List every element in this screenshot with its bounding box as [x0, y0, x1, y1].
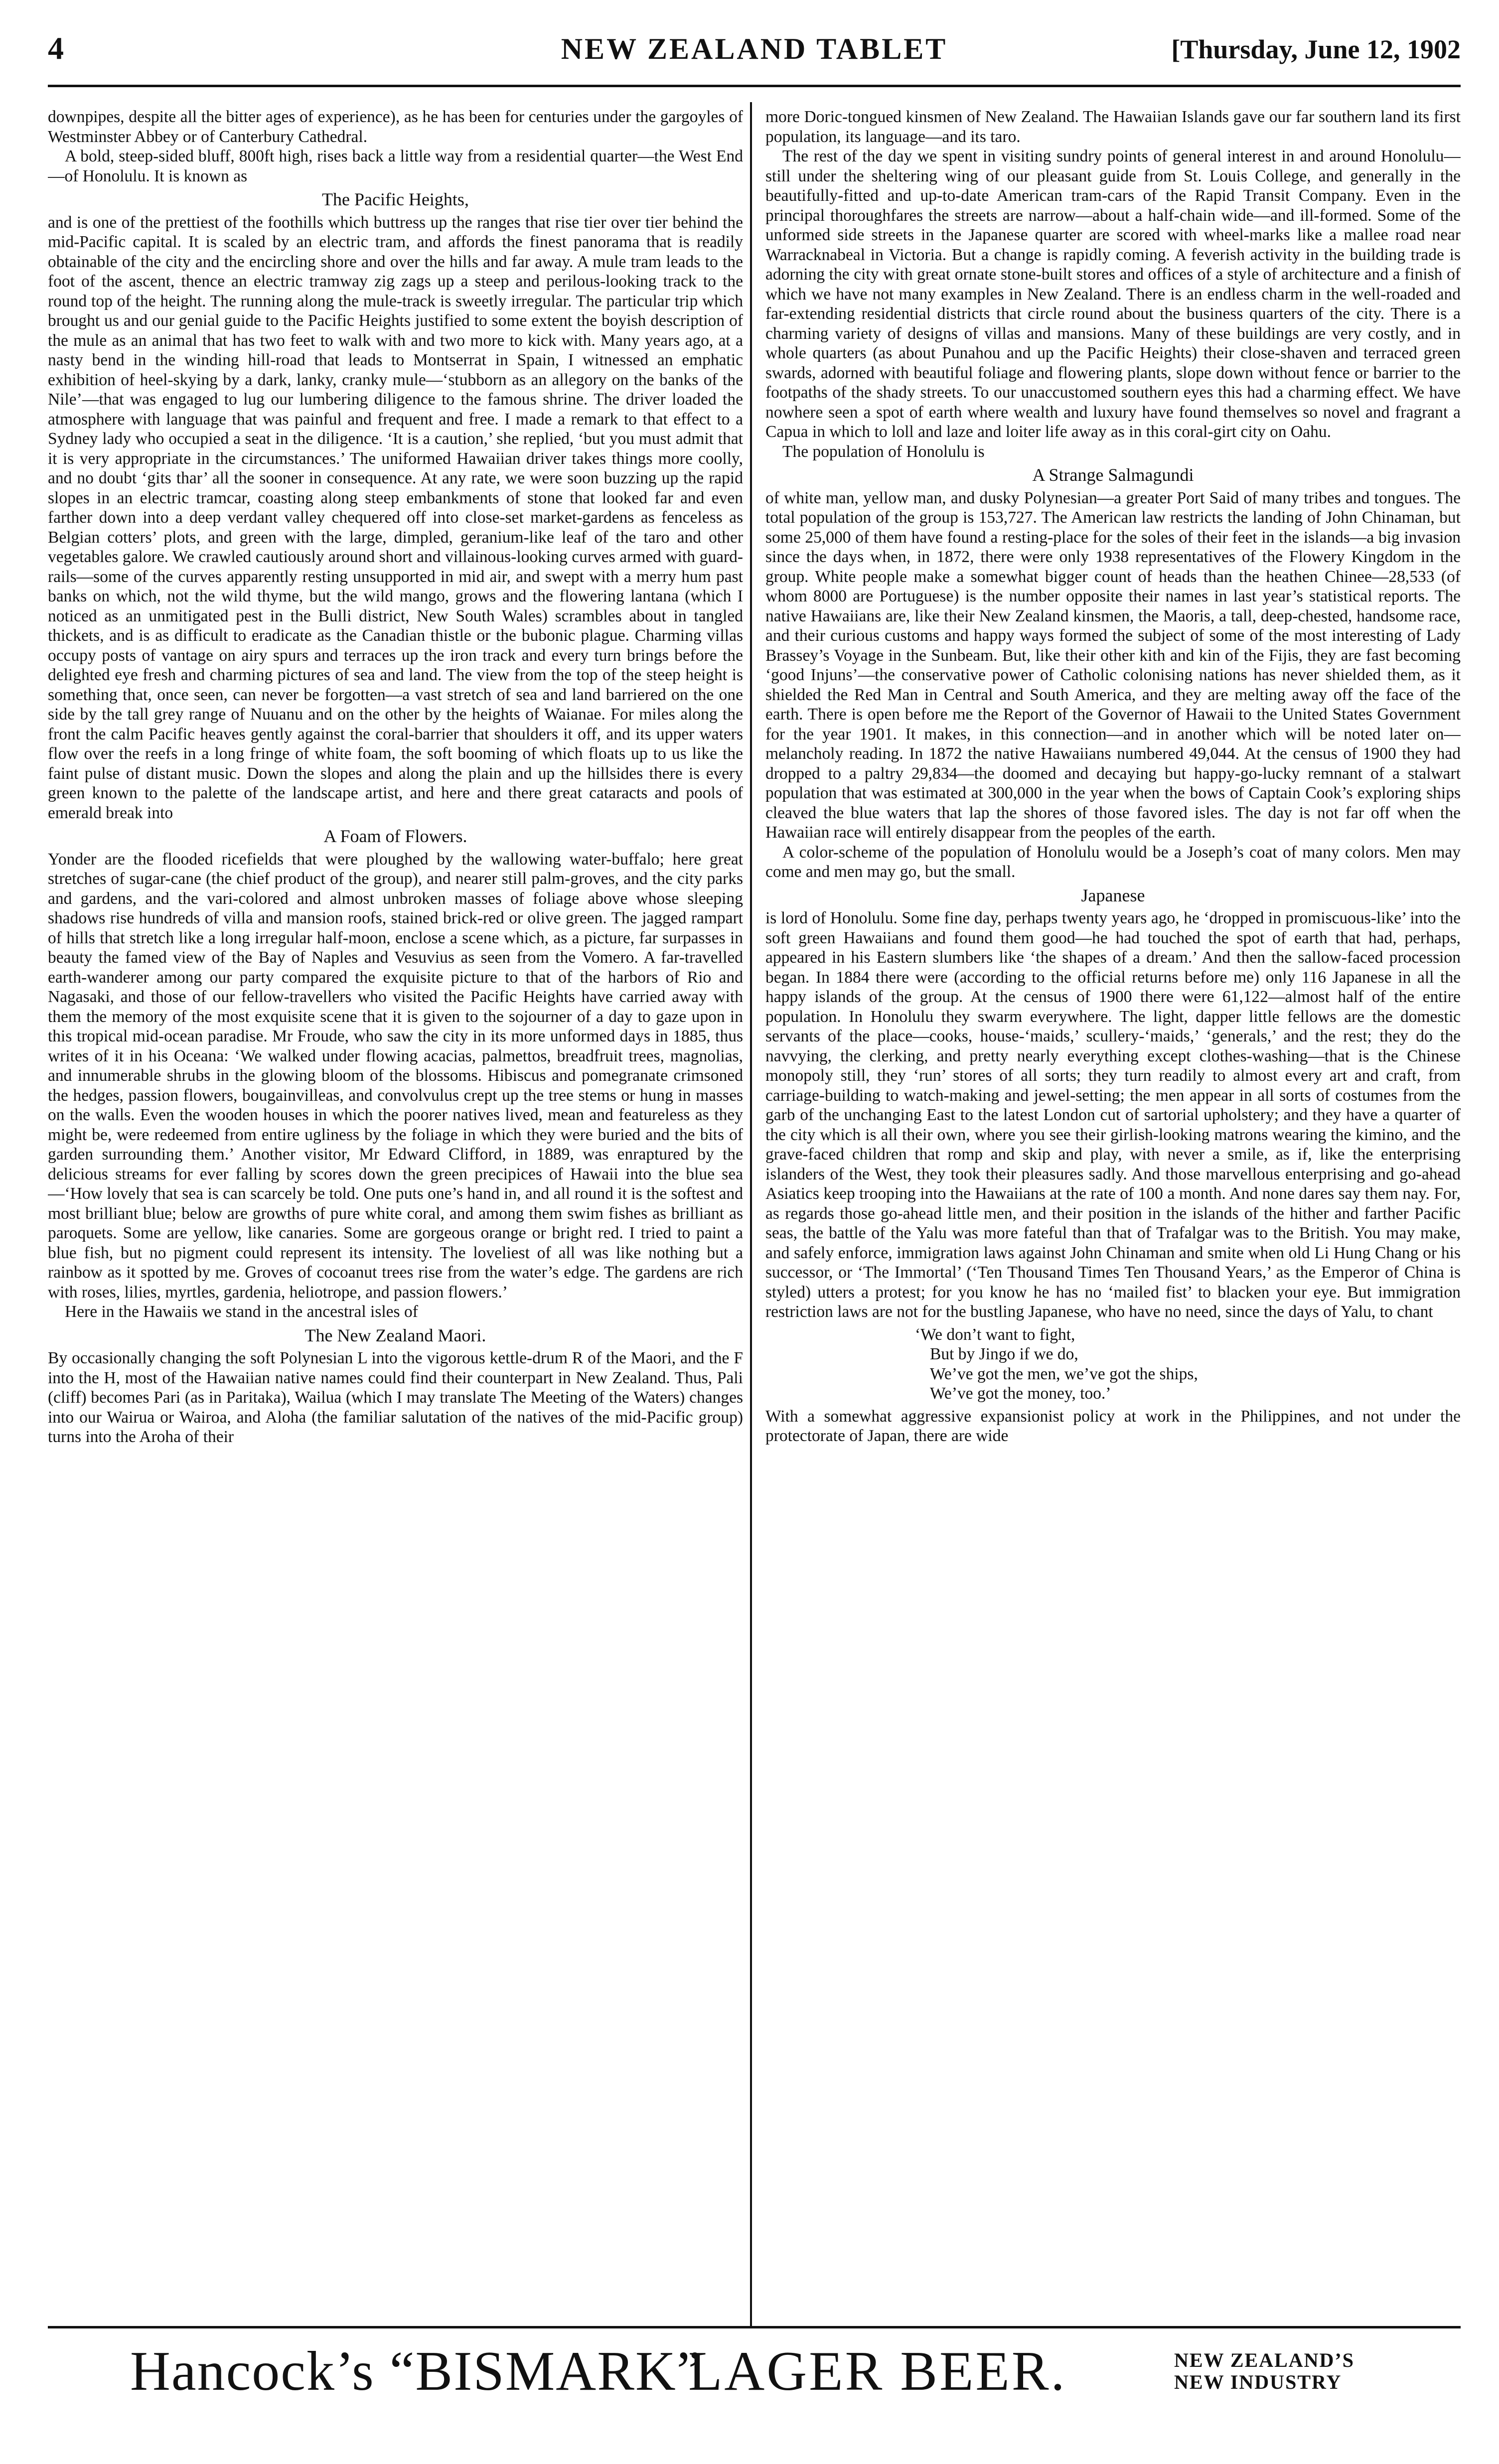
- paragraph: With a somewhat aggressive expansionist policy at work in the Philippines, and not under the protectorate of Japan, there are wide: [765, 1407, 1461, 1445]
- paragraph: The population of Honolulu is: [782, 442, 985, 461]
- ad-tagline: [1174, 2349, 1354, 2393]
- ad-tagline-line: NEW ZEALAND’S: [1174, 2349, 1354, 2371]
- verse-line: We’ve got the men, we’ve got the ships,: [930, 1364, 1198, 1383]
- column-divider: [750, 102, 752, 2327]
- footer-rule: [48, 2326, 1461, 2328]
- header-rule: [48, 85, 1461, 87]
- ad-product: LAGER BEER.: [688, 2340, 1067, 2402]
- page-number: 4: [48, 30, 64, 66]
- paragraph: Here in the Hawaiis we stand in the ancestral isles of: [65, 1303, 418, 1321]
- section-heading: The Pacific Heights,: [322, 189, 469, 209]
- paragraph: A color-scheme of the population of Honolulu would be a Joseph’s coat of many colors. Men may come and men may go, but the small.: [765, 843, 1461, 881]
- verse-line: But by Jingo if we do,: [930, 1345, 1078, 1363]
- paragraph: is lord of Honolulu. Some fine day, perhaps twenty years ago, he ‘dropped in promiscuous-like’ into the soft green Hawaiians and found them good—he had touched the spot of earth that had, perhaps, appeared in his Eastern slumbers like ‘the shapes of a dream.’ And then the sallow-faced procession began. In 1884 there were (according to the official returns before me) only 116 Japanese in all the happy islands of the group. At the census of 1900 there were 61,122—almost half of the entire population. In Honolulu they swarm everywhere. The light, dapper little fellows are the domestic servants of the place—cooks, house-‘maids,’ scullery-‘maids,’ ‘generals,’ and the rest; they do the navvying, the clerking, and pretty nearly everything except clothes-washing—that is the Chinese monopoly still, they ‘run’ stores of all sorts; they turn readily to almost every art and craft, from carriage-building to watch-making and jewel-setting; the men appear in all sorts of costumes from the garb of the unchanging East to the latest London cut of sartorial upholstery; and they have a quarter of the city which is all their own, where you see their girlish-looking matrons wearing the kimino, and the grave-faced children that romp and skip and play, with never a smile, as if, like the enterprising islanders of the West, they took their pleasures sadly. And those marvellous enterprising and go-ahead Asiatics keep trooping into the Hawaiians at the rate of 100 a month. And none dares say them nay. For, as regards those go-ahead little men, and their position in the islands of the hither and farther Pacific seas, the battle of the Yalu was more fateful than that of Trafalgar was to the British. You may make, and safely enforce, immigration laws against John Chinaman and smite when old Li Hung Chang or his successor, or ‘The Immortal’ (‘Ten Thousand Times Ten Thousand Years,’ as the Emperor of China is styled) utters a protest; for you know he has no ‘mailed fist’ to blacken your eye. But immigration restriction laws are not for the bustling Japanese, who have no need, since the days of Yalu, to chant: [765, 909, 1461, 1321]
- publication-title: NEW ZEALAND TABLET: [561, 32, 948, 65]
- verse-quote: [915, 1325, 1461, 1404]
- right-column: [765, 107, 1461, 2319]
- issue-date: [Thursday, June 12, 1902: [1171, 34, 1461, 64]
- left-column: [48, 107, 743, 2319]
- page-header: [48, 30, 1461, 80]
- section-heading: Japanese: [1081, 885, 1145, 905]
- section-heading: The New Zealand Maori.: [304, 1325, 486, 1345]
- paragraph: By occasionally changing the soft Polynesian L into the vigorous kettle-drum R of the Maori, and the F into the H, most of the Hawaiian native names could find their counterpart in New Zealand. Thus, Pali (cliff) becomes Pari (as in Paritaka), Wailua (which I may translate The Meeting of the Waters) changes into our Wairua or Wairoa, and Aloha (the familiar salutation of the natives of the mid-Pacific group) turns into the Aroha of their: [48, 1349, 743, 1446]
- paragraph: of white man, yellow man, and dusky Polynesian—a greater Port Said of many tribes and tongues. The total population of the group is 153,727. The American law restricts the landing of John Chinaman, but some 25,000 of them have found a resting-place for the soles of their feet in the islands—a big invasion since the days when, in 1872, there were only 1938 representatives of the Flowery Kingdom in the group. White people make a somewhat bigger count of heads than the heathen Chinee—28,533 (of whom 8000 are Portuguese) is the number opposite their names in last year’s statistical reports. The native Hawaiians are, like their New Zealand kinsmen, the Maoris, a tall, deep-chested, handsome race, and their curious customs and happy ways formed the subject of some of the most interesting of Lady Brassey’s Voyage in the Sunbeam. But, like their other kith and kin of the Fijis, they are fast becoming ‘good Injuns’—the conservative power of Catholic colonising nations has never shielded them, as it shielded the Red Man in Central and South America, and they are melting away off the face of the earth. There is open before me the Report of the Governor of Hawaii to the United States Government for the year 1901. It makes, in this connection—and in another which will be noted later on—melancholy reading. In 1872 the native Hawaiians numbered 49,044. At the census of 1900 they had dropped to a paltry 29,834—the doomed and decaying but happy-go-lucky remnant of a stalwart population that was estimated at 300,000 in the year when the bows of Captain Cook’s exploring ships cleaved the blue waters that lap the shores of those favored isles. The day is not far off when the Hawaiian race will entirely disappear from the peoples of the earth.: [765, 488, 1461, 842]
- advertisement-banner: [48, 2339, 1461, 2429]
- paragraph: Yonder are the flooded ricefields that were ploughed by the wallowing water-buffalo; here great stretches of sugar-cane (the chief product of the group), and nearer still palm-groves, and the city parks and gardens, and the vari-colored and almost unbroken masses of foliage above whose sleeping shadows rise hundreds of villa and mansion roofs, stained brick-red or olive green. The jagged rampart of hills that stretch like a long irregular half-moon, enclose a scene which, as a picture, far surpasses in beauty the famed view of the Bay of Naples and Vesuvius as seen from the Vomero. A far-travelled earth-wanderer among our party compared the exquisite picture to that of the harbors of Rio and Nagasaki, and those of our fellow-travellers who visited the Pacific Heights have carried away with them the memory of the most exquisite scene that it is given to the sojourner of a day to gaze upon in this tropical mid-ocean paradise. Mr Froude, who saw the city in its more unformed days in 1885, thus writes of it in his Oceana: ‘We walked under flowing acacias, palmettos, breadfruit trees, magnolias, and innumerable shrubs in the glowing bloom of the blossoms. Hibiscus and pomegranate crimsoned the hedges, passion flowers, bougainvilleas, and convolvulus crept up the tree stems or hung in masses on the walls. Even the wooden houses in which the poorer natives lived, mean and featureless as they might be, were redeemed from entire ugliness by the foliage in which they were buried and the bits of garden surrounding them.’ Another visitor, Mr Edward Clifford, in 1889, was enraptured by the delicious streams for ever falling by scores down the green precipices of Hawaii into the blue sea—‘How lovely that sea is can scarcely be told. One puts one’s hand in, and all round it is the softest and most brilliant blue; below are growths of pure white coral, and among them swim fishes as brilliant as paroquets. Some are yellow, like canaries. Some are gorgeous orange or bright red. I tried to paint a blue fish, but no pigment could represent its intensity. The loveliest of all was like nothing but a rainbow as it spotted by me. Groves of cocoanut trees rise from the water’s edge. The gardens are rich with roses, lilies, myrtles, gardenia, heliotrope, and passion flowers.’: [48, 850, 743, 1302]
- section-heading: A Foam of Flowers.: [323, 826, 467, 846]
- paragraph: more Doric-tongued kinsmen of New Zealand. The Hawaiian Islands gave our far southern land its first population, its language—and its taro.: [765, 108, 1461, 146]
- paragraph: The rest of the day we spent in visiting sundry points of general interest in and around Honolulu—still under the sheltering wing of our pleasant guide from St. Louis College, and generally in the beautifully-fitted and up-to-date American tram-cars of the Rapid Transit Company. Even in the principal thoroughfares the streets are narrow—about a half-chain wide—and ill-formed. Some of the unformed side streets in the Japanese quarter are scored with wheel-marks like a mallee road near Warracknabeal in Victoria. But a change is rapidly coming. A feverish activity in the building trade is adorning the city with great ornate stone-built stores and offices of a style of architecture and a finish of which we have not many examples in New Zealand. There is an endless charm in the well-roaded and far-extending residential districts that circle round about the business quarters of the city. There is a charming variety of designs of villas and mansions. Many of these buildings are very costly, and in whole quarters (as about Punahou and up the Pacific Heights) their close-shaven and terraced green swards, adorned with beautiful foliage and flowering plants, slope down without fence or barrier to the footpaths of the shady streets. To our unaccustomed southern eyes this had a charming effect. We have nowhere seen a spot of earth where wealth and luxury have found themselves so novel and fragrant a Capua in which to loll and laze and loiter life away as in this coral-girt city on Oahu.: [765, 147, 1461, 441]
- paragraph: downpipes, despite all the bitter ages of experience), as he has been for centuries under the gargoyles of Westminster Abbey or of Canterbury Cathedral.: [48, 108, 743, 146]
- paragraph: A bold, steep-sided bluff, 800ft high, rises back a little way from a residential quarter—the West End—of Honolulu. It is known as: [48, 147, 743, 185]
- ad-brand: Hancock’s “BISMARK”: [130, 2340, 703, 2402]
- paragraph: and is one of the prettiest of the foothills which buttress up the ranges that rise tier over tier behind the mid-Pacific capital. It is scaled by an electric tram, and affords the finest panorama that is readily obtainable of the city and the encircling shore and over the hills and far away. A mule tram leads to the foot of the ascent, thence an electric tramway zig zags up a steep and perilous-looking track to the round top of the height. The running along the mule-track is sweetly irregular. The particular trip which brought us and our genial guide to the Pacific Heights justified to some extent the boyish description of the mule as an animal that has two feet to walk with and two more to kick with. Many years ago, at a nasty bend in the winding hill-road that leads to Montserrat in Spain, I witnessed an emphatic exhibition of heel-skying by a dark, lanky, cranky mule—‘stubborn as an allegory on the banks of the Nile’—that was engaged to lug our lumbering diligence to the famous shrine. The driver loaded the atmosphere with language that was painful and frequent and free. I made a remark to that effect to a Sydney lady who occupied a seat in the diligence. ‘It is a caution,’ she replied, ‘but you must admit that it is very appropriate in the circumstances.’ The uniformed Hawaiian driver takes things more coolly, and no doubt ‘gits thar’ all the sooner in consequence. At any rate, we were soon buzzing up the rapid slopes in an electric tramcar, coasting along steep embankments of stone that looked far and even farther down into a deep verdant valley chequered off into close-set market-gardens as fenceless as Belgian cotters’ plots, and green with the large, dimpled, geranium-like leaf of the taro and other vegetables galore. We crawled cautiously around short and villainous-looking curves armed with guard-rails—some of the curves apparently resting unsupported in mid air, and swept with a merry hum past banks on which, not the wild thyme, but the wild mango, grows and the flowering lantana (which I noticed as an unmitigated pest in the Bulli district, New South Wales) scrambles about in tangled thickets, and is as difficult to eradicate as the Canadian thistle or the bubonic plague. Charming villas occupy posts of vantage on airy spurs and terraces up the iron track and every turn brings before the delighted eye fresh and charming pictures of sea and land. The view from the top of the steep height is something that, once seen, can never be forgotten—a vast stretch of sea and land barriered on the one side by the tall grey range of Nuuanu and on the other by the heights of Waianae. For miles along the front the calm Pacific heaves gently against the coral-barrier that shoulders it off, and its upper waters flow over the reefs in a long fringe of white foam, the soft booming of which floats up to us like the faint pulse of distant music. Down the slopes and along the plain and up the hillsides there is every green known to the palette of the landscape artist, and here and there great cataracts and pools of emerald break into: [48, 213, 743, 822]
- section-heading: A Strange Salmagundi: [1032, 465, 1194, 485]
- ad-tagline-line: NEW INDUSTRY: [1174, 2371, 1342, 2393]
- verse-line: ‘We don’t want to fight,: [915, 1325, 1075, 1344]
- verse-line: We’ve got the money, too.’: [930, 1384, 1111, 1403]
